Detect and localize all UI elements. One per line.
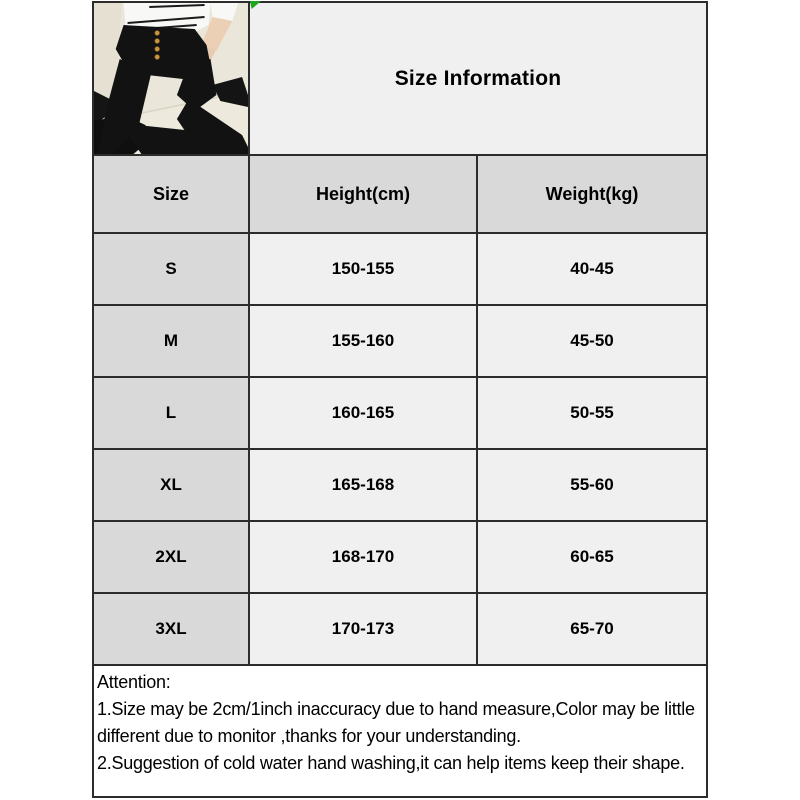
page-title: Size Information <box>394 66 562 90</box>
row-xl-height-value: 165-168 <box>250 450 478 522</box>
row-2xl-size-label: 2XL <box>94 522 250 594</box>
row-2xl-height-value: 168-170 <box>250 522 478 594</box>
row-m-size-label: M <box>94 306 250 378</box>
column-header-height: Height(cm) <box>250 156 478 234</box>
attention-heading: Attention: <box>97 672 171 692</box>
row-3xl-weight-value: 65-70 <box>478 594 706 666</box>
row-s-weight-value: 40-45 <box>478 234 706 306</box>
row-l-height-value: 160-165 <box>250 378 478 450</box>
attention-note-1: 1.Size may be 2cm/1inch inaccuracy due to hand measure,Color may be little different due to monitor ,thanks for your understanding. <box>97 699 695 746</box>
attention-note-2: 2.Suggestion of cold water hand washing,it can help items keep their shape. <box>97 753 685 773</box>
row-3xl-size-label: 3XL <box>94 594 250 666</box>
column-header-size: Size <box>94 156 250 234</box>
row-l-weight-value: 50-55 <box>478 378 706 450</box>
row-l-size-label: L <box>94 378 250 450</box>
attention-notes <box>94 666 706 796</box>
row-s-height-value: 150-155 <box>250 234 478 306</box>
row-s-size-label: S <box>94 234 250 306</box>
row-m-weight-value: 45-50 <box>478 306 706 378</box>
row-xl-size-label: XL <box>94 450 250 522</box>
product-photo-illustration <box>94 3 248 154</box>
product-photo <box>94 3 250 156</box>
size-table <box>92 1 708 798</box>
column-header-weight: Weight(kg) <box>478 156 706 234</box>
row-3xl-height-value: 170-173 <box>250 594 478 666</box>
row-xl-weight-value: 55-60 <box>478 450 706 522</box>
row-m-height-value: 155-160 <box>250 306 478 378</box>
row-2xl-weight-value: 60-65 <box>478 522 706 594</box>
title-cell <box>250 3 706 156</box>
